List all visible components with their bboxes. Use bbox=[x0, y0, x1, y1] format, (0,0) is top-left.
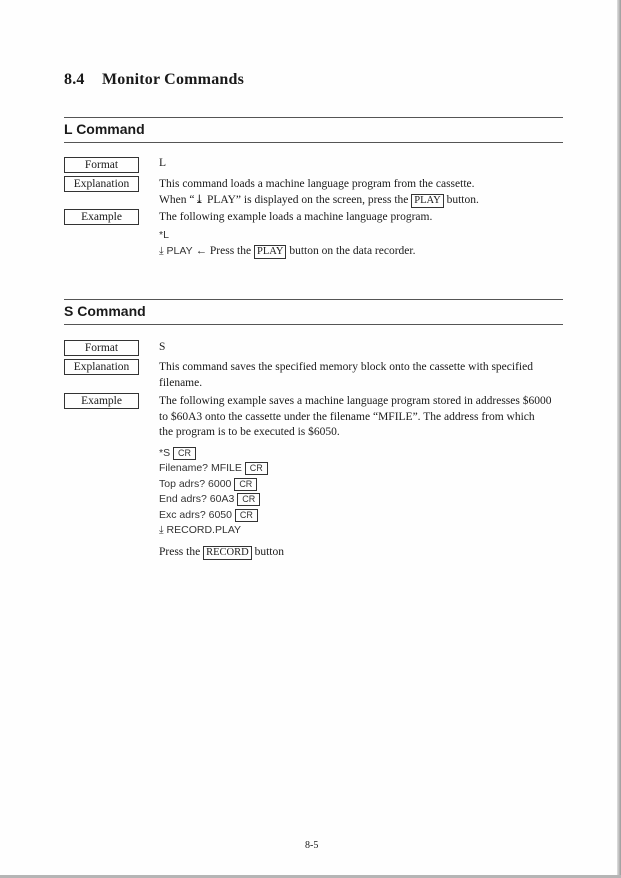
l-example-text bbox=[159, 210, 564, 260]
s-explanation-label: Explanation bbox=[64, 359, 139, 375]
l-example-play-prompt: ⤓ PLAY bbox=[159, 245, 193, 257]
s-format-value: S bbox=[159, 341, 166, 353]
page-number: 8-5 bbox=[305, 840, 319, 851]
terminal-record-play: ⤓ RECORD.PLAY bbox=[159, 524, 242, 536]
play-key: PLAY bbox=[411, 194, 443, 208]
cr-key: CR bbox=[235, 509, 258, 522]
s-example-press-text: Press the bbox=[159, 545, 201, 558]
terminal-line-text: Top adrs? 6000 bbox=[159, 477, 232, 490]
s-example-label: Example bbox=[64, 393, 139, 409]
l-command-heading bbox=[64, 117, 563, 143]
section-title: Monitor Commands bbox=[102, 71, 245, 88]
cr-key: CR bbox=[245, 462, 268, 475]
l-example-cmd: *L bbox=[159, 228, 169, 241]
section-heading bbox=[64, 71, 244, 89]
play-key: PLAY bbox=[254, 245, 286, 259]
s-command-heading bbox=[64, 299, 563, 325]
l-example-press-end: button on the data recorder. bbox=[289, 245, 416, 257]
s-example-terminal bbox=[159, 446, 564, 539]
s-example-intro-line1: The following example saves a machine language program stored in addresses $6000 bbox=[159, 395, 552, 407]
s-explanation-line1: This command saves the specified memory block onto the cassette with specified bbox=[159, 361, 533, 373]
s-example-press-line bbox=[159, 545, 564, 561]
record-key: RECORD bbox=[203, 546, 252, 560]
terminal-line-text: Filename? MFILE bbox=[159, 462, 242, 474]
section-number: 8.4 bbox=[64, 71, 85, 88]
terminal-line bbox=[159, 477, 564, 493]
cr-key: CR bbox=[234, 478, 257, 491]
s-explanation-line2: filename. bbox=[159, 376, 203, 389]
terminal-line bbox=[159, 446, 564, 462]
terminal-line-text: Exc adrs? 6050 bbox=[159, 508, 232, 521]
arrow-left-icon: ← bbox=[195, 245, 208, 257]
l-example-press-text: Press the bbox=[209, 245, 252, 257]
cr-key: CR bbox=[173, 447, 196, 460]
l-example-intro: The following example loads a machine language program. bbox=[159, 211, 433, 223]
s-example-intro-line2: to $60A3 onto the cassette under the filename “MFILE”. The address from which bbox=[159, 410, 535, 423]
l-explanation-line2-text: When “⤓ PLAY” is displayed on the screen, press the bbox=[159, 193, 409, 206]
cr-key: CR bbox=[237, 493, 260, 506]
terminal-line-text: *S bbox=[159, 446, 171, 459]
s-example-intro-line3: the program is to be executed is $6050. bbox=[159, 426, 340, 438]
l-explanation-line2 bbox=[159, 193, 564, 209]
terminal-line bbox=[159, 492, 564, 508]
l-explanation-label: Explanation bbox=[64, 176, 139, 192]
s-example-text bbox=[159, 394, 564, 560]
terminal-line bbox=[159, 461, 564, 477]
l-explanation-line2-end: button. bbox=[446, 193, 479, 206]
s-command-title: S Command bbox=[64, 303, 146, 319]
s-explanation-text bbox=[159, 360, 564, 391]
l-explanation-text bbox=[159, 177, 564, 208]
l-format-value: L bbox=[159, 157, 167, 169]
l-example-play-line bbox=[159, 244, 564, 260]
s-format-label: Format bbox=[64, 340, 139, 356]
l-format-label: Format bbox=[64, 157, 139, 173]
terminal-line-text: End adrs? 60A3 bbox=[159, 493, 235, 505]
l-example-label: Example bbox=[64, 209, 139, 225]
terminal-line bbox=[159, 508, 564, 524]
s-example-press-end: button bbox=[254, 545, 284, 558]
l-explanation-line1: This command loads a machine language program from the cassette. bbox=[159, 178, 475, 190]
page-edge bbox=[617, 0, 621, 878]
l-command-title: L Command bbox=[64, 121, 145, 137]
